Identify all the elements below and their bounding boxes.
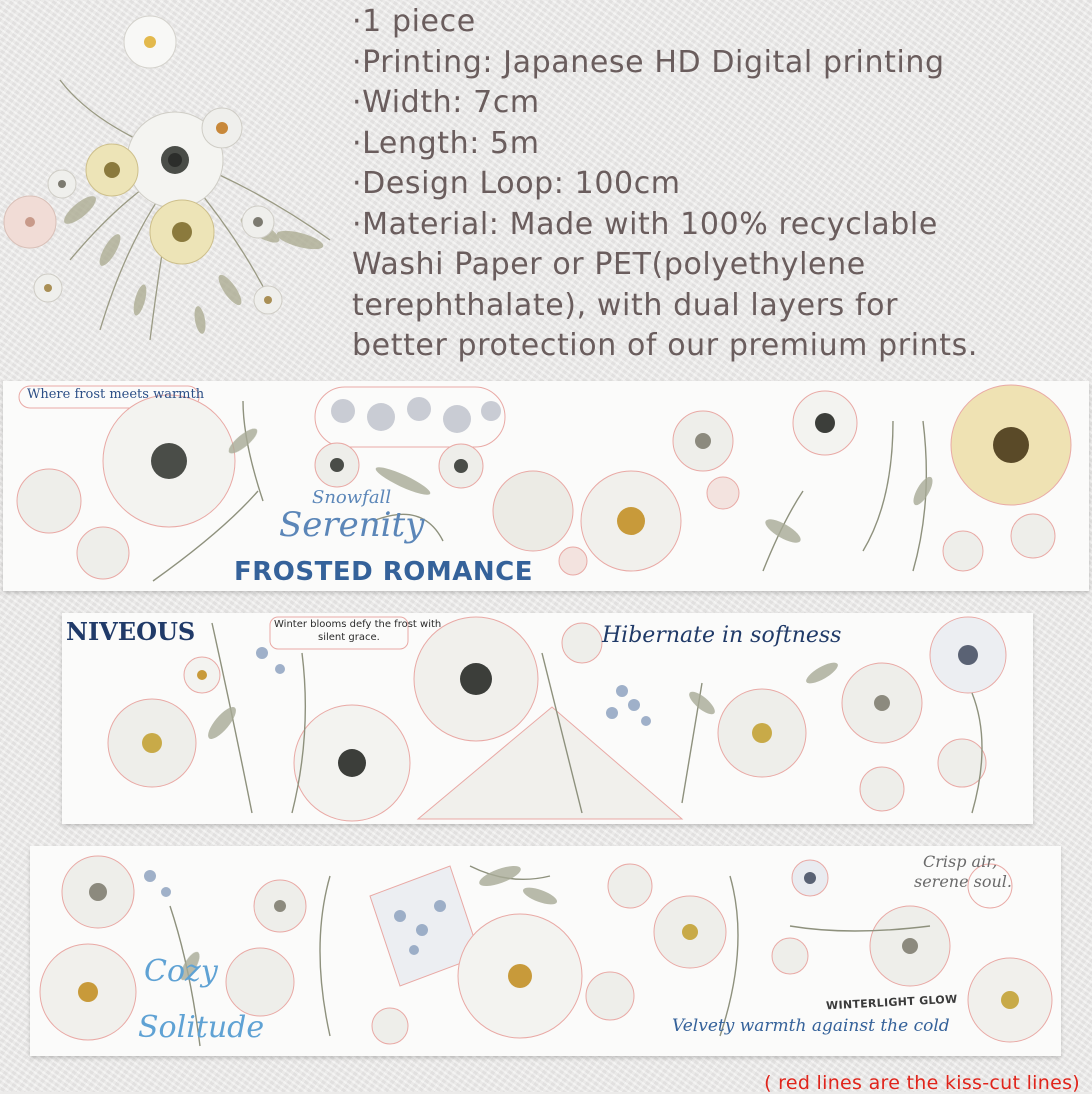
spec-width: ·Width: 7cm [352, 85, 540, 120]
strip3-cozy-text: Cozy [144, 954, 218, 989]
tape-strip-1 [3, 381, 1089, 591]
spec-printing: ·Printing: Japanese HD Digital printing [352, 44, 945, 80]
strip3-serene-soul-text: serene soul. [914, 872, 1013, 891]
spec-material-1: ·Material: Made with 100% recyclable [352, 206, 938, 242]
strip1-tag-text: Where frost meets warmth [27, 387, 205, 402]
strip2-hibernate-script: Hibernate in softness [602, 623, 842, 648]
kiss-cut-note: ( red lines are the kiss-cut lines) [764, 1072, 1080, 1094]
strip3-velvety-text: Velvety warmth against the cold [672, 1016, 950, 1036]
spec-pieces: ·1 piece [352, 4, 476, 39]
flower-bouquet-illustration [0, 0, 360, 360]
spec-length: ·Length: 5m [352, 125, 540, 161]
strip2-niveous-title: NIVEOUS [66, 617, 196, 646]
strip2-quote-line1: Winter blooms defy the frost with [274, 619, 442, 630]
strip2-quote-line2: silent grace. [318, 632, 380, 643]
spec-material-2: Washi Paper or PET(polyethylene [352, 247, 866, 282]
tape-strip-2 [62, 613, 1033, 824]
tape-strip-1-artwork [3, 381, 1089, 591]
strip3-winterlight-glow-text: WINTERLIGHT GLOW [825, 992, 958, 1013]
spec-design-loop: ·Design Loop: 100cm [352, 166, 681, 201]
strip1-snowfall-text: Snowfall [312, 487, 392, 508]
tape-strip-3 [30, 846, 1061, 1056]
spec-material-4: better protection of our premium prints. [352, 328, 978, 363]
strip1-headline-text: FROSTED ROMANCE [234, 557, 533, 587]
strip3-solitude-text: Solitude [138, 1010, 265, 1045]
tape-strip-2-artwork [62, 613, 1033, 824]
strip1-serenity-text: Serenity [279, 505, 425, 545]
strip3-crisp-air-text: Crisp air, [923, 852, 998, 871]
product-specs [352, 2, 1087, 367]
spec-material-3: terephthalate), with dual layers for [352, 287, 899, 323]
